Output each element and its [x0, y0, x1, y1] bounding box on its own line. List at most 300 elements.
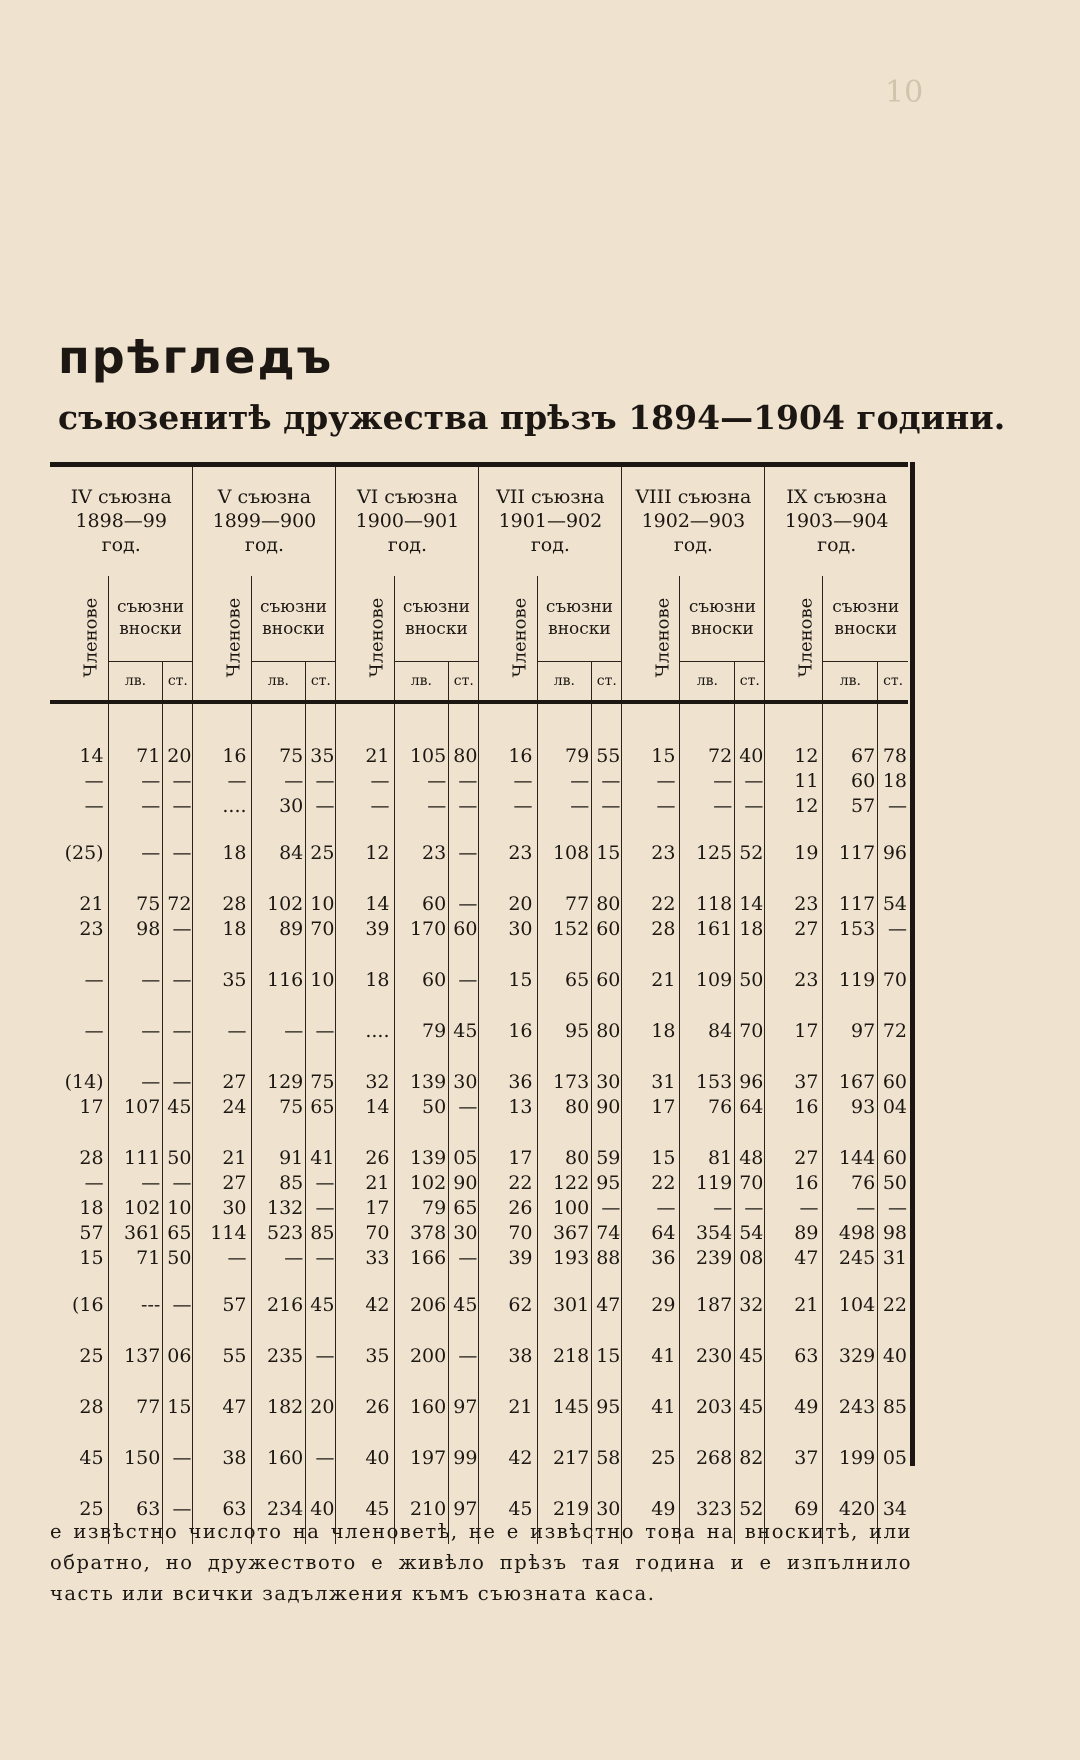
members-cell: 22	[622, 1171, 680, 1196]
table-right-rule	[910, 462, 915, 1466]
members-cell: 21	[336, 744, 394, 769]
spacer-cell	[765, 866, 823, 892]
lev-cell: 111	[108, 1146, 163, 1171]
page-number: 10	[885, 75, 924, 110]
lev-cell: 98	[108, 917, 163, 942]
lev-cell: 173	[537, 1070, 592, 1095]
members-cell: —	[336, 769, 394, 794]
table-row	[50, 968, 908, 993]
spacer-cell	[336, 1120, 394, 1146]
spacer-cell	[163, 1318, 193, 1344]
stotinki-cell: 70	[306, 917, 336, 942]
stotinki-cell: 30	[449, 1070, 479, 1095]
lev-cell: 108	[537, 841, 592, 866]
lev-cell: 50	[394, 1095, 449, 1120]
spacer-cell	[479, 993, 537, 1019]
spacer-cell	[394, 1271, 449, 1293]
spacer-cell	[108, 993, 163, 1019]
dues-column-header: съюзни вноски	[823, 576, 908, 662]
members-cell: 28	[79, 1396, 104, 1418]
stotinki-cell: —	[163, 841, 193, 866]
stotinki-cell: —	[449, 1095, 479, 1120]
table-header	[50, 465, 908, 702]
lev-cell: —	[108, 968, 163, 993]
lev-cell: 219	[537, 1497, 592, 1522]
stotinki-cell: 10	[163, 1196, 193, 1221]
lev-cell: 197	[394, 1446, 449, 1471]
stotinki-cell: 60	[878, 1070, 908, 1095]
members-cell: 70	[336, 1221, 394, 1246]
members-cell: 27	[765, 1146, 823, 1171]
lev-cell: 329	[823, 1344, 878, 1369]
stotinki-cell: —	[449, 968, 479, 993]
spacer-cell	[50, 1271, 108, 1293]
members-cell: —	[84, 770, 104, 792]
spacer-cell	[193, 993, 251, 1019]
spacer-cell	[336, 819, 394, 841]
members-cell: 45	[479, 1497, 537, 1522]
lev-cell: 523	[251, 1221, 306, 1246]
lev-cell: 161	[680, 917, 735, 942]
table-row	[50, 917, 908, 942]
spacer-cell	[765, 819, 823, 841]
spacer-cell	[163, 866, 193, 892]
lev-cell: —	[394, 769, 449, 794]
lev-cell: —	[108, 841, 163, 866]
lev-cell: 239	[680, 1246, 735, 1271]
spacer-cell	[680, 1271, 735, 1293]
spacer-cell	[680, 942, 735, 968]
spacer-cell	[394, 702, 449, 744]
lev-cell: 145	[537, 1395, 592, 1420]
stotinki-unit-header: ст.	[592, 662, 622, 702]
stotinki-cell: 65	[306, 1095, 336, 1120]
stotinki-cell: 96	[735, 1070, 765, 1095]
members-cell: 63	[765, 1344, 823, 1369]
period-header-label: IX съюзна	[786, 486, 888, 509]
spacer-cell	[50, 1120, 108, 1146]
spacer-cell	[193, 1369, 251, 1395]
members-cell: (16	[71, 1294, 104, 1316]
stotinki-cell: 22	[878, 1293, 908, 1318]
spacer-cell	[765, 1471, 823, 1497]
members-cell: 16	[479, 1019, 537, 1044]
stotinki-cell: —	[449, 769, 479, 794]
spacer-cell	[306, 1271, 336, 1293]
stotinki-cell: —	[306, 769, 336, 794]
members-cell: 11	[765, 769, 823, 794]
members-cell: (14)	[64, 1071, 104, 1093]
stotinki-cell: 82	[735, 1446, 765, 1471]
spacer-cell	[823, 866, 878, 892]
stotinki-cell: 97	[449, 1395, 479, 1420]
spacer-cell	[108, 702, 163, 744]
members-cell: 25	[622, 1446, 680, 1471]
spacer-cell	[622, 1420, 680, 1446]
lev-cell: 153	[680, 1070, 735, 1095]
lev-cell: 125	[680, 841, 735, 866]
lev-cell: 60	[394, 968, 449, 993]
spacer-cell	[479, 866, 537, 892]
spacer-row	[50, 942, 908, 968]
stotinki-cell: —	[735, 1196, 765, 1221]
spacer-cell	[163, 1120, 193, 1146]
stotinki-cell: 50	[735, 968, 765, 993]
stotinki-cell: 99	[449, 1446, 479, 1471]
spacer-cell	[537, 1044, 592, 1070]
period-header-unit: год.	[387, 534, 427, 557]
lev-cell: 268	[680, 1446, 735, 1471]
spacer-row	[50, 1044, 908, 1070]
stotinki-cell: 78	[878, 744, 908, 769]
members-cell: 42	[336, 1293, 394, 1318]
lev-cell: 117	[823, 841, 878, 866]
lev-cell: 129	[251, 1070, 306, 1095]
members-cell: 14	[336, 892, 394, 917]
spacer-cell	[394, 1120, 449, 1146]
members-label: Членове	[366, 597, 388, 678]
spacer-cell	[765, 1120, 823, 1146]
spacer-cell	[537, 866, 592, 892]
table-row	[50, 1395, 908, 1420]
lev-unit-header: лв.	[108, 662, 163, 702]
spacer-cell	[765, 1271, 823, 1293]
spacer-cell	[306, 942, 336, 968]
stotinki-cell: —	[306, 1344, 336, 1369]
period-header-years: 1902—903	[641, 510, 746, 533]
lev-cell: 65	[537, 968, 592, 993]
members-cell: 18	[336, 968, 394, 993]
stotinki-cell: 31	[878, 1246, 908, 1271]
period-header-label: IV съюзна	[70, 486, 172, 509]
table-row	[50, 1293, 908, 1318]
spacer-cell	[306, 1044, 336, 1070]
stotinki-cell: —	[163, 1171, 193, 1196]
table-row	[50, 841, 908, 866]
stotinki-cell: 48	[735, 1146, 765, 1171]
stotinki-cell: —	[163, 769, 193, 794]
spacer-cell	[449, 1471, 479, 1497]
spacer-row	[50, 1420, 908, 1446]
members-cell: 38	[193, 1446, 251, 1471]
members-cell: 16	[193, 744, 251, 769]
spacer-cell	[823, 819, 878, 841]
members-cell: —	[479, 769, 537, 794]
spacer-cell	[592, 1420, 622, 1446]
spacer-cell	[50, 1369, 108, 1395]
lev-cell: 105	[394, 744, 449, 769]
dues-column-header: съюзни вноски	[108, 576, 193, 662]
spacer-cell	[306, 702, 336, 744]
members-cell: 12	[765, 744, 823, 769]
members-cell: 23	[479, 841, 537, 866]
lev-unit-header: лв.	[680, 662, 735, 702]
spacer-cell	[108, 866, 163, 892]
members-cell: 19	[765, 841, 823, 866]
stotinki-cell: —	[163, 917, 193, 942]
lev-cell: 152	[537, 917, 592, 942]
members-cell: —	[193, 769, 251, 794]
members-cell: 23	[79, 918, 104, 940]
stotinki-cell: 40	[878, 1344, 908, 1369]
stotinki-cell: 60	[592, 968, 622, 993]
members-cell: —	[84, 795, 104, 817]
spacer-cell	[336, 942, 394, 968]
spacer-cell	[878, 702, 908, 744]
spacer-cell	[735, 1420, 765, 1446]
lev-cell: 118	[680, 892, 735, 917]
members-cell: 18	[193, 841, 251, 866]
spacer-cell	[735, 1471, 765, 1497]
footnote: е извѣстно числото на членоветѣ, не е извѣстно това на вноскитѣ, или обратно, но дружеството е живѣло прѣзъ тая година и е изпълнило часть или всички задължения къмъ съюзната каса.	[50, 1520, 912, 1605]
stotinki-cell: 65	[449, 1196, 479, 1221]
stotinki-cell: 96	[878, 841, 908, 866]
members-cell: 16	[479, 744, 537, 769]
spacer-cell	[394, 866, 449, 892]
lev-cell: 116	[251, 968, 306, 993]
spacer-cell	[50, 819, 108, 841]
stotinki-cell: 80	[449, 744, 479, 769]
spacer-cell	[50, 942, 108, 968]
stotinki-cell: —	[163, 1293, 193, 1318]
stotinki-cell: 60	[592, 917, 622, 942]
members-cell: 20	[479, 892, 537, 917]
spacer-cell	[50, 1318, 108, 1344]
spacer-cell	[50, 1044, 108, 1070]
spacer-cell	[163, 819, 193, 841]
table-row	[50, 1246, 908, 1271]
lev-cell: —	[251, 1019, 306, 1044]
spacer-cell	[163, 1271, 193, 1293]
stotinki-cell: 52	[735, 1497, 765, 1522]
spacer-cell	[878, 993, 908, 1019]
spacer-cell	[306, 1471, 336, 1497]
lev-cell: 76	[823, 1171, 878, 1196]
stotinki-cell: 14	[735, 892, 765, 917]
members-cell: 45	[79, 1447, 104, 1469]
period-header-unit: год.	[817, 534, 857, 557]
members-cell: 32	[336, 1070, 394, 1095]
lev-cell: —	[537, 769, 592, 794]
stotinki-cell: 45	[735, 1395, 765, 1420]
spacer-cell	[735, 1120, 765, 1146]
members-cell: 31	[622, 1070, 680, 1095]
members-cell: 12	[765, 794, 823, 819]
members-cell: 33	[336, 1246, 394, 1271]
spacer-cell	[193, 1120, 251, 1146]
lev-cell: 63	[108, 1497, 163, 1522]
period-header	[765, 465, 908, 576]
stotinki-cell: 54	[878, 892, 908, 917]
spacer-cell	[622, 942, 680, 968]
spacer-cell	[336, 866, 394, 892]
spacer-cell	[394, 1471, 449, 1497]
lev-cell: ---	[108, 1293, 163, 1318]
stotinki-cell: —	[592, 1196, 622, 1221]
lev-cell: —	[108, 1171, 163, 1196]
members-cell: 30	[193, 1196, 251, 1221]
spacer-cell	[592, 1318, 622, 1344]
spacer-cell	[765, 1369, 823, 1395]
lev-cell: 71	[108, 744, 163, 769]
stotinki-cell: —	[306, 1196, 336, 1221]
spacer-cell	[251, 1120, 306, 1146]
stotinki-cell: 35	[306, 744, 336, 769]
stotinki-cell: 15	[163, 1395, 193, 1420]
members-cell: 17	[479, 1146, 537, 1171]
members-cell: —	[622, 1196, 680, 1221]
spacer-cell	[108, 1369, 163, 1395]
lev-cell: 93	[823, 1095, 878, 1120]
period-header-label: VII съюзна	[496, 486, 605, 509]
spacer-cell	[479, 1369, 537, 1395]
stotinki-cell: —	[878, 1196, 908, 1221]
lev-cell: —	[251, 1246, 306, 1271]
stotinki-unit-header: ст.	[306, 662, 336, 702]
spacer-row	[50, 702, 908, 744]
members-cell: 16	[765, 1171, 823, 1196]
lev-cell: 234	[251, 1497, 306, 1522]
spacer-cell	[680, 1420, 735, 1446]
stotinki-cell: 59	[592, 1146, 622, 1171]
spacer-cell	[622, 1120, 680, 1146]
lev-cell: 199	[823, 1446, 878, 1471]
stotinki-cell: 15	[592, 1344, 622, 1369]
stotinki-cell: 30	[592, 1497, 622, 1522]
spacer-cell	[251, 866, 306, 892]
lev-cell: 378	[394, 1221, 449, 1246]
spacer-cell	[592, 1044, 622, 1070]
dues-column-header: съюзни вноски	[394, 576, 479, 662]
lev-cell: 182	[251, 1395, 306, 1420]
members-cell: —	[622, 794, 680, 819]
stotinki-cell: 45	[163, 1095, 193, 1120]
members-cell: 29	[622, 1293, 680, 1318]
lev-cell: 193	[537, 1246, 592, 1271]
spacer-cell	[878, 866, 908, 892]
stotinki-cell: 40	[735, 744, 765, 769]
members-cell: 18	[622, 1019, 680, 1044]
stotinki-cell: 95	[592, 1171, 622, 1196]
spacer-cell	[622, 819, 680, 841]
table-row	[50, 1221, 908, 1246]
lev-cell: —	[108, 794, 163, 819]
lev-cell: 117	[823, 892, 878, 917]
spacer-cell	[336, 993, 394, 1019]
members-cell: 41	[622, 1344, 680, 1369]
spacer-cell	[765, 1044, 823, 1070]
members-cell: 21	[79, 893, 104, 915]
dues-column-header: съюзни вноски	[251, 576, 336, 662]
stotinki-unit-header: ст.	[163, 662, 193, 702]
members-cell: 42	[479, 1446, 537, 1471]
spacer-cell	[193, 702, 251, 744]
lev-cell: 160	[251, 1446, 306, 1471]
members-cell: 36	[622, 1246, 680, 1271]
lev-cell: 81	[680, 1146, 735, 1171]
spacer-cell	[163, 702, 193, 744]
spacer-cell	[449, 1120, 479, 1146]
spacer-cell	[735, 1271, 765, 1293]
members-label: Членове	[795, 597, 817, 678]
lev-cell: 100	[537, 1196, 592, 1221]
members-cell: 57	[193, 1293, 251, 1318]
spacer-cell	[108, 1044, 163, 1070]
members-cell: 27	[193, 1171, 251, 1196]
spacer-cell	[193, 819, 251, 841]
spacer-cell	[163, 993, 193, 1019]
spacer-row	[50, 1120, 908, 1146]
lev-cell: —	[680, 1196, 735, 1221]
lev-cell: —	[680, 769, 735, 794]
spacer-cell	[163, 1044, 193, 1070]
spacer-row	[50, 993, 908, 1019]
lev-cell: 89	[251, 917, 306, 942]
table-body	[50, 702, 908, 1544]
members-cell: 89	[765, 1221, 823, 1246]
members-cell: —	[84, 1172, 104, 1194]
table-row	[50, 1446, 908, 1471]
lev-cell: 95	[537, 1019, 592, 1044]
period-header	[336, 465, 479, 576]
spacer-cell	[622, 1471, 680, 1497]
stotinki-cell: 70	[735, 1171, 765, 1196]
lev-unit-header: лв.	[251, 662, 306, 702]
lev-cell: 91	[251, 1146, 306, 1171]
period-header-years: 1900—901	[355, 510, 460, 533]
spacer-cell	[622, 1369, 680, 1395]
stotinki-cell: 90	[449, 1171, 479, 1196]
stotinki-cell: 50	[163, 1146, 193, 1171]
spacer-cell	[765, 1420, 823, 1446]
spacer-row	[50, 866, 908, 892]
members-cell: —	[84, 969, 104, 991]
spacer-cell	[336, 702, 394, 744]
spacer-cell	[251, 1420, 306, 1446]
stotinki-cell: 30	[449, 1221, 479, 1246]
spacer-cell	[449, 819, 479, 841]
members-cell: 37	[765, 1446, 823, 1471]
lev-cell: 122	[537, 1171, 592, 1196]
lev-cell: 80	[537, 1095, 592, 1120]
table-row	[50, 744, 908, 769]
spacer-cell	[622, 993, 680, 1019]
lev-cell: 139	[394, 1146, 449, 1171]
lev-cell: 150	[108, 1446, 163, 1471]
stotinki-cell: —	[163, 968, 193, 993]
members-cell: 28	[79, 1147, 104, 1169]
spacer-cell	[306, 1369, 336, 1395]
stotinki-cell: —	[735, 769, 765, 794]
spacer-cell	[108, 1318, 163, 1344]
spacer-cell	[336, 1369, 394, 1395]
lev-cell: 243	[823, 1395, 878, 1420]
spacer-cell	[823, 1420, 878, 1446]
members-cell: 64	[622, 1221, 680, 1246]
spacer-cell	[108, 1471, 163, 1497]
stotinki-cell: —	[306, 1019, 336, 1044]
table-row	[50, 1070, 908, 1095]
lev-cell: 75	[251, 744, 306, 769]
lev-cell: 498	[823, 1221, 878, 1246]
lev-cell: 79	[394, 1019, 449, 1044]
lev-cell: 203	[680, 1395, 735, 1420]
spacer-cell	[163, 1471, 193, 1497]
members-cell: 18	[79, 1197, 104, 1219]
members-cell: —	[193, 1019, 251, 1044]
members-cell: 21	[622, 968, 680, 993]
spacer-cell	[394, 1318, 449, 1344]
